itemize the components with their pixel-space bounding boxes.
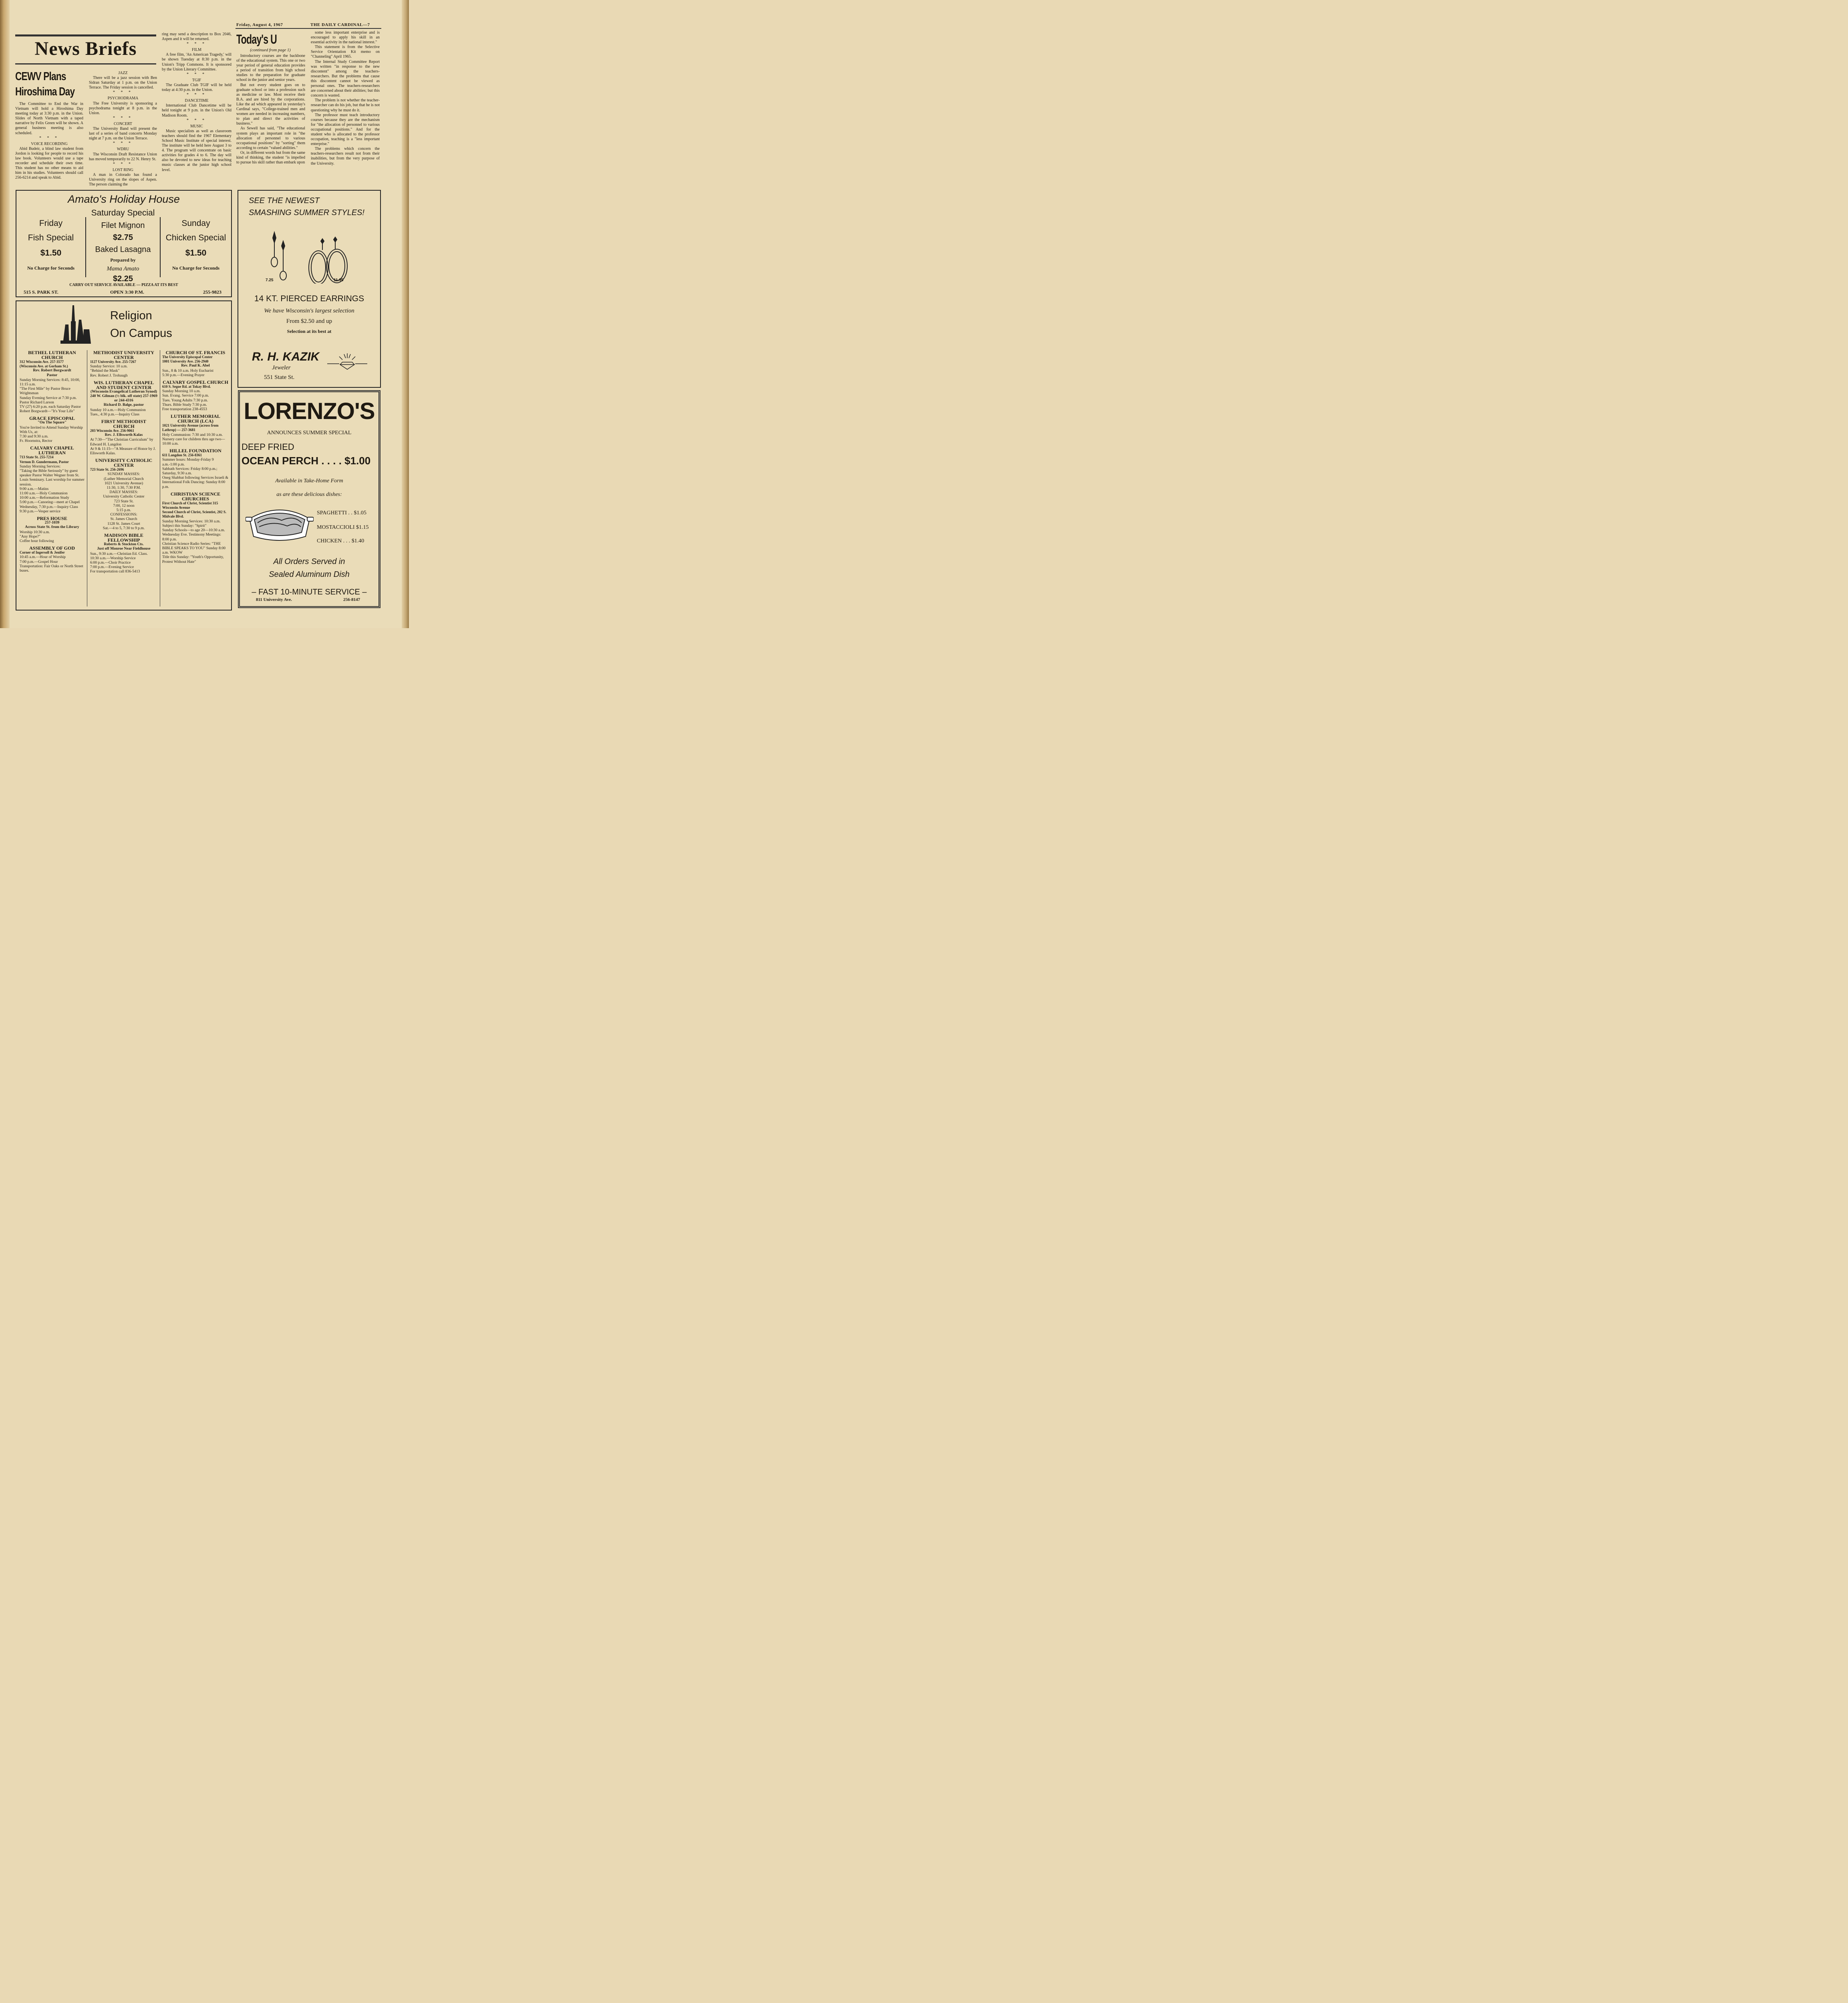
church-pastor: Richard D. Balge, pastor (103, 403, 144, 407)
saturday-prepared: Prepared by (110, 257, 136, 263)
church-schedule: Transportation: Fair Oaks or North Street buses. (20, 564, 83, 573)
separator-stars: * * * (113, 141, 133, 146)
friday-price: $1.50 (40, 248, 62, 258)
separator-stars: * * * (187, 118, 207, 123)
church-name: MADISON BIBLE FELLOWSHIP (104, 532, 143, 543)
kazik-address: 551 State St. (264, 374, 295, 381)
church-schedule: 10:45 a.m.—Hour of Worship (20, 555, 66, 560)
brief-paragraph: International Club Dancetime will be held tonight at 9 p.m. in the Union's Old Madison Room. (162, 103, 232, 118)
church-schedule: 7:00 p.m.—Evening Service (90, 565, 134, 570)
brief-subhead: TGIF (192, 78, 201, 83)
todays-u-paragraph: Or, in different words but from the same kind of thinking, the student "is impelled to pursue his skill rather than embark upon (236, 150, 305, 165)
brief-subhead: LOST RING (113, 167, 133, 172)
todays-u-paragraph: This statement is from the Selective Service Orientation Kit memo on "Channeling" April 1965. (311, 45, 380, 59)
brief-paragraph: There will be a jazz session with Ben Sidran Saturday at 1 p.m. on the Union Terrace. The Friday session is cancelled. (89, 76, 157, 90)
church-schedule: You're Invited to Attend Sunday Worship With Us, at: (20, 425, 83, 434)
church-pastor: Just off Monroe Near Fieldhouse (97, 547, 151, 551)
church-schedule: (Luther Memorial Church (104, 476, 144, 481)
church-schedule: 5:15 p.m. (116, 508, 131, 513)
church-name: CALVARY CHAPEL LUTHERAN (30, 445, 74, 456)
amato-saturday (86, 207, 160, 284)
religion-col1 (20, 348, 85, 573)
lorenzo-orders-2: Sealed Aluminum Dish (269, 570, 350, 579)
church-schedule: University Catholic Center (103, 494, 145, 499)
news-briefs-rule-top (15, 34, 156, 36)
church-schedule: "Behind the Mask" (90, 369, 120, 373)
church-schedule: 1128 St. James Court (107, 521, 140, 526)
church-schedule: Sun., 8 & 10 a.m. Holy Eucharist (162, 368, 213, 373)
amato-friday (16, 217, 85, 271)
kazik-selection: We have Wisconsin's largest selection (264, 308, 354, 314)
newspaper-page (0, 0, 409, 628)
kazik-role: Jeweler (272, 365, 291, 371)
friday-item: Fish Special (28, 233, 74, 242)
church-schedule: 7:30 and 9:30 a.m. (20, 434, 48, 439)
todays-u-paragraph: The professor must teach introductory courses because they are the mechanism for "the allocation of personnel to various occupational positions." And for the student who is allocated to the professor occupation, teaching is a "less important enterprise." (311, 113, 380, 147)
church-schedule: Nursery care for children thru age two—10:00 a.m. (162, 437, 225, 446)
brief-paragraph: The Graduate Club TGIF will be held today at 4:30 p.m. in the Union. (162, 83, 232, 93)
church-schedule: Christian Science Radio Series: "THE BIBLE SPEAKS TO YOU" Sunday 8:00 a.m. WKOW (162, 541, 226, 555)
todays-u-paragraph: some less important enterprise and is encouraged to apply his skill in an essential activity in the national interest." (311, 30, 380, 45)
sunday-note: No Charge for Seconds (172, 265, 220, 271)
sunday-price: $1.50 (185, 248, 207, 258)
todays-u-paragraph: As Sewell has said, "The educational system plays an important role in "the allocation of personnel to various occupational positions" by "sorting" them according to certain "valued abilities." (236, 126, 305, 150)
lorenzo-dish-chicken: CHICKEN . . . $1.40 (317, 538, 364, 544)
saturday-price2: $2.25 (113, 274, 133, 283)
church-address: 611 Langdon St. 256-8361 (162, 453, 202, 457)
separator-stars: * * * (113, 161, 133, 166)
brief-paragraph: The University Band will present the last of a series of band concerts Monday night at 7 p.m. on the Union Terrace. (89, 127, 157, 141)
brief-paragraph: A free film, 'An American Tragedy,' will be shown Tuesday at 8:30 p.m. in the Union's Tripp Commons. It is sponsored by the Union Literary Committee. (162, 52, 232, 72)
kazik-price-right: 11.95 (334, 278, 344, 282)
church-schedule: Sunday Service: 10 a.m. (90, 364, 128, 369)
church-address: 1127 University Ave. 255-7267 (90, 360, 136, 364)
brief-paragraph: The Free University is sponsoring a psychodrama tonight at 8 p.m. in the Union. (89, 101, 157, 115)
church-address: First Church of Christ, Scientist 315 Wisconsin Avenue (162, 501, 218, 510)
brief-paragraph: Music specialists as well as classroom teachers should find the 1967 Elementary School Music Institute of special interest. The institute will be held here August 3 to 4. The program will concentrate on basic activities for grades 4 to 6. The day will also be devoted to new ideas for teaching music classes at the junior high school level. (162, 129, 232, 172)
brief-subhead: FILM (192, 48, 201, 52)
church-schedule: 10:30 a.m.—Worship Service (90, 556, 136, 560)
brief-paragraph: The Committee to End the War in Vietnam will hold a Hiroshima Day meeting today at 3:30 p.m. in the Union. Slides of North Vietnam with a taped narrative by Felix Green will be shown. A general business meeting is also scheduled. (15, 102, 83, 135)
church-schedule: 5:30 p.m.—Evening Prayer (162, 373, 205, 377)
amato-phone: 255-9823 (203, 289, 221, 295)
church-schedule: For transportation call 836-5413 (90, 569, 140, 574)
lorenzo-dish-mostaccioli: MOSTACCIOLI $1.15 (317, 524, 369, 530)
church-schedule: 11:30, 1:30, 7:30 P.M. (107, 486, 141, 490)
todays-u-title: Today's U (236, 32, 277, 46)
church-address: 723 State St. 256-2696 (90, 468, 124, 472)
lorenzo-deep-fried: DEEP FRIED (242, 442, 294, 452)
church-name: HILLEL FOUNDATION (169, 448, 221, 454)
brief-paragraph: ring may send a description to Box 2046, Aspen and it will be returned. (162, 32, 232, 42)
saturday-item2: Baked Lasagna (95, 245, 151, 254)
church-pastor: Rev. Robert Borgwardt (33, 369, 71, 373)
church-schedule: Sunday Morning Services: (20, 464, 61, 469)
church-schedule: Rev. Robert J. Trobaugh (90, 373, 128, 378)
church-schedule: 9:00 a.m.—Matins (20, 486, 49, 491)
brief-subhead: PSYCHODRAMA (107, 96, 139, 101)
todays-u-col2 (311, 30, 380, 166)
church-schedule: 11:00 a.m.—Holy Communion (20, 491, 68, 496)
church-schedule: Coffee hour following (20, 538, 54, 543)
church-name: UNIVERSITY CATHOLIC CENTER (95, 457, 153, 468)
church-schedule: 1021 University Avenue) (104, 481, 143, 486)
kazik-tagline-1: SEE THE NEWEST (249, 196, 320, 205)
kazik-best: Selection at its best at (287, 328, 332, 334)
church-address: The University Episcopal Center (162, 355, 213, 359)
church-pastor: Pastor (46, 373, 58, 377)
paper-name-page: THE DAILY CARDINAL—7 (310, 22, 370, 27)
amato-hours: OPEN 3:30 P.M. (110, 289, 144, 295)
news-briefs-title: News Briefs (34, 38, 137, 59)
header-rule (236, 28, 381, 29)
church-name: CALVARY GOSPEL CHURCH (163, 379, 228, 385)
casserole-dish-icon (246, 503, 314, 543)
church-schedule: 7:00, 12 noon (113, 503, 135, 508)
church-pastor: Roberts & Stockton Cts. (104, 542, 144, 547)
saturday-title: Saturday Special (91, 208, 155, 218)
brief-subhead: MUSIC (190, 124, 203, 129)
church-schedule: "Any Hope?" (20, 534, 40, 539)
page-binding (0, 0, 10, 628)
church-name: METHODIST UNIVERSITY CENTER (93, 350, 155, 360)
issue-date: Friday, August 4, 1967 (236, 22, 283, 27)
church-address: 1001 University Ave. 256-2940 (162, 359, 209, 364)
church-name: WIS. LUTHERAN CHAPEL AND STUDENT CENTER (93, 379, 154, 390)
amato-carry-out: CARRY OUT SERVICE AVAILABLE — PIZZA AT ITS BEST (69, 283, 178, 287)
church-schedule: Oneg Shabbat following Services Israeli & International Folk Dancing: Sunday 8:00 p.m. (162, 476, 228, 489)
church-schedule: Summer hours: Monday-Friday 9 a.m.-1:00 p.m. (162, 457, 214, 467)
brief-paragraph: A man in Colorado has found a University ring on the slopes of Aspen. The person claiming the (89, 172, 157, 187)
church-address: (Wisconsin Ave. at Gorham St.) (20, 364, 68, 369)
brief-paragraph: Abid Budeir, a blind law student from Jordon is looking for people to record his law book. Volunteers would use a tape recorder and schedule their own time. This student has no other means to aid him in his studies. Volunteers should call 256-6214 and speak to Abid. (15, 146, 83, 180)
church-address: 713 State St. 255-7214 (20, 455, 54, 459)
church-schedule: Sunday Schools—to age 20—10:30 a.m. (162, 528, 225, 533)
lorenzo-phone: 256-8147 (343, 597, 360, 602)
friday-label: Friday (39, 219, 63, 228)
separator-stars: * * * (113, 90, 133, 95)
church-pastor: "On The Square" (37, 421, 67, 425)
church-schedule: At 9 & 11:15—"A Measure of Honor by J. Ellsworth Kalas. (90, 446, 156, 456)
todays-u-paragraph: The Internal Study Committee Report was written "in response to the new discontent" among the teachers-researchers. But the problems that cause this discontent cannot be viewed as personal ones. The teachers-researchers are concerned about their abilities; but this concern is wasted. (311, 59, 380, 98)
kazik-tagline-2: SMASHING SUMMER STYLES! (249, 208, 364, 217)
saturday-price1: $2.75 (113, 233, 133, 242)
lorenzo-available: Available in Take-Home Form (275, 478, 343, 484)
church-schedule: SUNDAY MASSES: (107, 472, 140, 477)
lorenzo-name: LORENZO'S (244, 398, 375, 424)
religion-col2 (90, 348, 157, 574)
church-name: BETHEL LUTHERAN CHURCH (28, 350, 76, 360)
church-schedule: Sun., 9:30 a.m.—Christian Ed. Class. (90, 551, 148, 556)
sunday-label: Sunday (181, 219, 210, 228)
lorenzo-announces: ANNOUNCES SUMMER SPECIAL (267, 430, 352, 436)
church-schedule: Pastor Richard Larson (20, 400, 54, 405)
church-schedule: 9:30 p.m.—Vesper service (20, 509, 60, 514)
lorenzo-perch: OCEAN PERCH . . . . $1.00 (242, 455, 371, 467)
todays-u-col1 (236, 54, 305, 165)
lorenzo-fast-service: – FAST 10-MINUTE SERVICE – (252, 588, 367, 596)
church-schedule: Thurs. Bible Study 7:30 p.m. (162, 402, 207, 407)
church-address: Corner of Ingersoll & Jenifer (20, 550, 65, 555)
brief-subhead: VOICE RECORDING (31, 141, 68, 146)
kazik-price-left: 7.25 (266, 278, 274, 282)
church-schedule: Sunday Evening Service at 7:30 p.m. (20, 395, 77, 400)
todays-u-paragraph: The problems which concern the teachers-researchers result not from their inabilities, but from the very purpose of the University. (311, 147, 380, 166)
church-schedule: Sat.—4 to 5, 7:30 to 9 p.m. (103, 526, 145, 530)
church-schedule: Subject this Sunday: "Spirit" (162, 523, 207, 528)
todays-u-paragraph: The problem is not whether the teacher-researcher can do his job, but that he is not questioning why he must do it. (311, 98, 380, 113)
church-schedule: Title this Sunday: "Youth's Opportunity, Protest Without Hate" (162, 555, 224, 564)
church-schedule: CONFESSIONS: (110, 512, 137, 517)
church-schedule: Sabbath Services: Friday 8:00 p.m.; Saturday, 9:30 a.m. (162, 466, 217, 476)
church-pastor: 240 W. Gilman (½ blk. off state) 257-1969 or 244-4316 (90, 394, 157, 403)
separator-stars: * * * (187, 72, 207, 77)
kazik-from: From $2.50 and up (286, 318, 332, 324)
lorenzo-address: 811 University Ave. (256, 597, 292, 602)
church-schedule: DAILY MASSES: (109, 490, 138, 495)
church-schedule: 723 State St. (114, 499, 134, 504)
church-schedule: TV (27) 6:20 p.m. each Saturday Pastor Robert Borgwardt—"It's Your Life" (20, 405, 81, 414)
church-schedule: 5:00 p.m.—Canoeing—meet at Chapel (20, 500, 80, 505)
church-address: 312 Wisconsin Ave. 257-3577 (20, 360, 64, 364)
church-schedule: At 7:30—"The Christian Curriculum" by Edward H. Langdon (90, 437, 153, 447)
lorenzo-orders-1: All Orders Served in (273, 557, 345, 566)
lorenzo-dish-spaghetti: SPAGHETTI . . $1.05 (317, 510, 366, 516)
church-pastor: Across State St. from the Library (25, 525, 79, 530)
kazik-name: R. H. KAZIK (252, 350, 320, 363)
church-pastor: Rev. Paul K. Abel (181, 364, 210, 368)
church-schedule: Sunday Morning Services: 8:45, 10:00, 11:15 a.m. (20, 377, 80, 387)
page-edge (402, 0, 409, 628)
brief-subhead: WDRU (117, 147, 129, 152)
religion-ad (16, 300, 232, 611)
church-schedule: Wednesday Eve. Testimony Meetings: 8:00 p.m. (162, 532, 221, 542)
church-pastor: (Wisconsin Evangelical Lutheran Synod) (91, 389, 157, 394)
church-name: CHRISTIAN SCIENCE CHURCHES (170, 491, 221, 502)
church-name: ASSEMBLY OF GOD (29, 545, 75, 551)
church-schedule: Tues., 4:30 p.m.—Inquiry Class (90, 412, 140, 417)
separator-stars: * * * (187, 93, 207, 97)
church-schedule: St. James Church (110, 517, 137, 522)
sunday-item: Chicken Special (165, 233, 226, 242)
brief-subhead: CONCERT (113, 121, 133, 126)
kazik-ad (238, 190, 381, 388)
friday-note: No Charge for Seconds (27, 265, 75, 271)
church-schedule: Sunday Morning 10 a.m. (162, 389, 201, 394)
amato-sunday (161, 217, 231, 271)
church-schedule: Sunday 10 a.m.—Holy Communion (90, 407, 146, 412)
news-briefs-rule-bottom (15, 63, 156, 64)
religion-title: Religion (110, 309, 152, 322)
earring-icon (262, 229, 358, 284)
kazik-headline: 14 KT. PIERCED EARRINGS (254, 294, 364, 303)
brief-subhead: DANCETIME (185, 99, 209, 103)
amato-title: Amato's Holiday House (68, 193, 180, 205)
church-schedule: Fr. Hoornstra, Rector (20, 439, 52, 443)
church-address: 203 Wisconsin Ave. 256-9061 (90, 429, 135, 433)
church-name: CHURCH OF ST. FRANCIS (165, 350, 225, 355)
religion-col3 (162, 348, 229, 564)
todays-u-continued: (continued from page 1) (250, 48, 291, 52)
church-steeple-icon (60, 305, 93, 344)
church-address: Second Church of Christ, Scientist, 202 S. Midvale Blvd. (162, 510, 227, 519)
religion-subtitle: On Campus (110, 327, 172, 340)
brief-subhead: JAZZ (118, 71, 128, 75)
church-schedule: Wednesday, 7:30 p.m.—Inquiry Class (20, 504, 78, 509)
church-schedule: Holy Communion: 7:30 and 10:30 a.m. (162, 432, 223, 437)
saturday-item1: Filet Mignon (101, 221, 145, 230)
church-pastor: 257-1039 (44, 521, 60, 525)
cewv-headline: CEWV Plans Hiroshima Day (15, 70, 75, 98)
church-address: 610 S. Segoe Rd. at Tokay Blvd. (162, 385, 211, 389)
church-address: 1021 University Avenue (across from Lathrop) — 257-3681 (162, 423, 219, 432)
amato-address: 515 S. PARK ST. (24, 289, 58, 295)
separator-stars: * * * (39, 135, 59, 140)
church-schedule: "Taking the Bible Seriously" by guest speaker Pastor Walter Wegner from St. Louis Seminary. Last worship for summer session. (20, 469, 85, 487)
news-briefs-col2 (89, 70, 157, 187)
todays-u-paragraph: Introductory courses are the backbone of the educational system. This one or two year period of general education provides a period of transition from high school studies to the preparation for graduate school in the junior and senior years. (236, 54, 305, 83)
church-schedule: Sunday Morning Services: 10:30 a.m. (162, 519, 221, 524)
church-schedule: Tues. Young Adults 7:30 p.m. (162, 398, 208, 403)
brief-paragraph: The Wisconsin Draft Resistance Union has moved temporarily to 22 N. Henry St. (89, 152, 157, 161)
church-schedule: 10:00 a.m.—Reformation Study (20, 496, 69, 500)
church-name: PRES HOUSE (37, 516, 67, 522)
church-name: LUTHER MEMORIAL CHURCH (LCA) (171, 413, 220, 424)
church-schedule: 6:00 p.m.—Choir Practice (90, 560, 131, 565)
diamond-icon (327, 353, 367, 370)
church-schedule: Sun. Evang. Service 7:00 p.m. (162, 393, 209, 398)
news-briefs-col3 (162, 32, 232, 173)
saturday-chef: Mama Amato (107, 266, 139, 272)
church-schedule: Worship 10:30 a.m. (20, 530, 50, 534)
todays-u-paragraph: But not every student goes on to graduate school or into a profession such as medicine or law. Most receive their B.A. and are hired by the corporations. Like the ad which appeared in yesterday's Cardinal says, "College-trained men and women are needed in increasing numbers, to plan and direct the activities of business." (236, 83, 305, 126)
news-briefs-col1 (15, 69, 83, 181)
church-pastor: Rev. J. Ellsworth Kalas (105, 433, 143, 437)
church-name: GRACE EPISCOPAL (29, 415, 75, 421)
church-name: FIRST METHODIST CHURCH (101, 419, 147, 429)
lorenzo-these: as are these delicious dishes: (276, 492, 342, 498)
church-schedule: "The First Mile" by Pastor Bruce Wrightsman (20, 387, 70, 396)
church-address: Vernon D. Gundermann, Pastor (20, 459, 69, 464)
amato-ad (16, 190, 232, 297)
lorenzo-ad (238, 390, 380, 608)
church-schedule: 7:00 p.m.—Gospel Hour (20, 559, 58, 564)
news-briefs-col1-text (15, 102, 83, 181)
church-schedule: Free transportation 238-4553 (162, 407, 207, 412)
separator-stars: * * * (113, 115, 133, 120)
separator-stars: * * * (187, 42, 207, 46)
